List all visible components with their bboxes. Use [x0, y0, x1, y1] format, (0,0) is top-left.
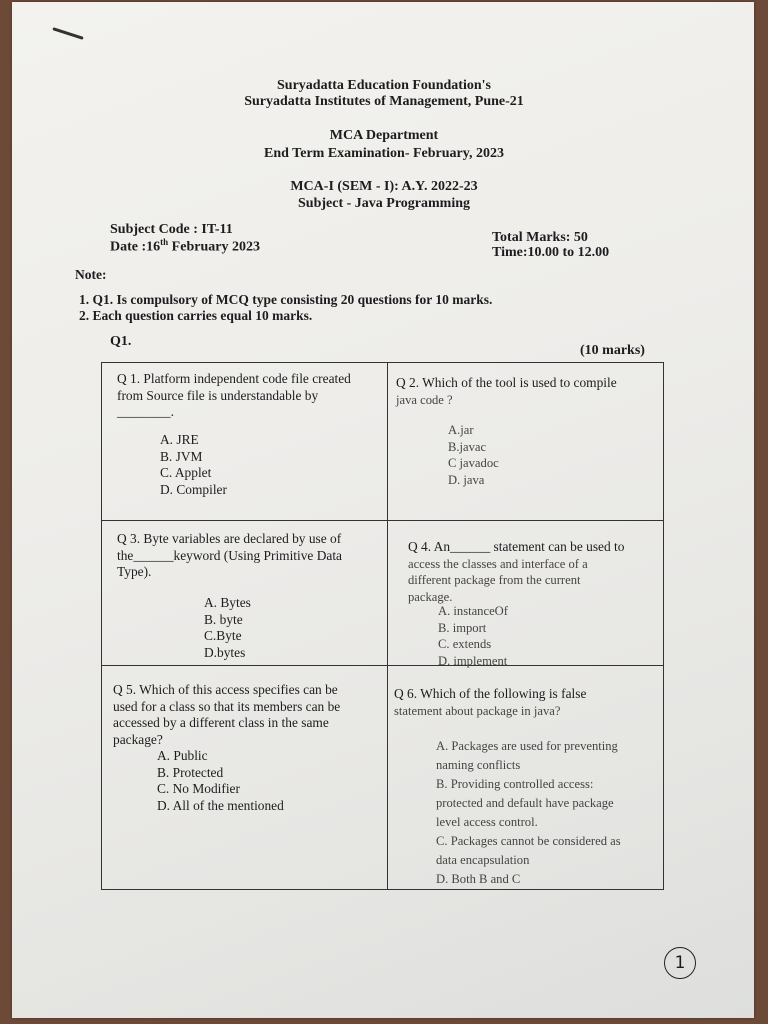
row-divider	[102, 520, 663, 521]
subject: Subject - Java Programming	[298, 196, 470, 211]
option: C javadoc	[448, 456, 499, 470]
option: C. Applet	[160, 465, 212, 480]
option: protected and default have package	[436, 796, 614, 810]
option: A.jar	[448, 423, 474, 437]
question-2-options	[448, 422, 499, 488]
option: D. Compiler	[160, 481, 227, 497]
option: A. JRE	[160, 432, 199, 447]
option: D.bytes	[204, 644, 246, 660]
column-divider	[387, 363, 388, 889]
option: C.Byte	[204, 628, 242, 643]
exam-title: End Term Examination- February, 2023	[264, 146, 504, 161]
question-6: Q 6. Which of the following is false statement about package in java?	[394, 686, 587, 718]
institution-foundation: Suryadatta Education Foundation's	[277, 78, 491, 93]
page-number: 1	[664, 947, 696, 979]
option: D. implement	[438, 653, 508, 668]
option: B. byte	[204, 611, 243, 627]
department: MCA Department	[329, 128, 439, 143]
option: B. import	[438, 620, 487, 635]
question-4: Q 4. An______ statement can be used to access the classes and interface of a different package from the current package.	[408, 539, 625, 604]
exam-time: Time:10.00 to 12.00	[492, 245, 610, 260]
option: A. Bytes	[204, 595, 251, 610]
question-2: Q 2. Which of the tool is used to compile java code ?	[396, 375, 617, 407]
note-item-2: 2. Each question carries equal 10 marks.	[79, 308, 313, 323]
option: C. No Modifier	[157, 781, 240, 796]
option: data encapsulation	[436, 853, 530, 867]
option: D. All of the mentioned	[157, 797, 284, 813]
option: naming conflicts	[436, 758, 521, 772]
total-marks: Total Marks: 50	[492, 230, 588, 245]
section-label: Q1.	[110, 334, 132, 349]
option: B. Protected	[157, 764, 224, 780]
option: B. JVM	[160, 448, 203, 464]
option: D. java	[448, 472, 485, 487]
course: MCA-I (SEM - I): A.Y. 2022-23	[290, 179, 478, 194]
question-3-options	[204, 595, 251, 661]
option: level access control.	[436, 815, 538, 829]
option: A. instanceOf	[438, 604, 508, 618]
note-item-1: 1. Q1. Is compulsory of MCQ type consisting 20 questions for 10 marks.	[79, 292, 493, 307]
question-5: Q 5. Which of this access specifies can be used for a class so that its members can be accessed by a different class in the same package?	[113, 682, 341, 747]
row-divider	[102, 665, 663, 666]
section-marks: (10 marks)	[580, 343, 645, 358]
institution-name: Suryadatta Institutes of Management, Pune-21	[244, 94, 524, 109]
option: B.javac	[448, 439, 487, 454]
question-1: Q 1. Platform independent code file created from Source file is understandable by ________.	[117, 371, 351, 419]
note-title: Note:	[75, 267, 107, 282]
question-4-options	[438, 603, 508, 669]
exam-date: Date :16th February 2023	[110, 237, 260, 255]
option: C. extends	[438, 637, 492, 651]
subject-code: Subject Code : IT-11	[110, 222, 233, 237]
option: A. Public	[157, 748, 208, 763]
option: C. Packages cannot be considered as	[436, 834, 621, 848]
question-3: Q 3. Byte variables are declared by use of the______keyword (Using Primitive Data Type).	[117, 531, 342, 579]
question-5-options	[157, 748, 284, 814]
option: D. Both B and C	[436, 872, 521, 886]
option: B. Providing controlled access:	[436, 777, 594, 791]
question-6-options	[436, 737, 658, 889]
question-1-options	[160, 432, 227, 498]
questions-table	[101, 362, 664, 890]
option: A. Packages are used for preventing	[436, 739, 618, 753]
